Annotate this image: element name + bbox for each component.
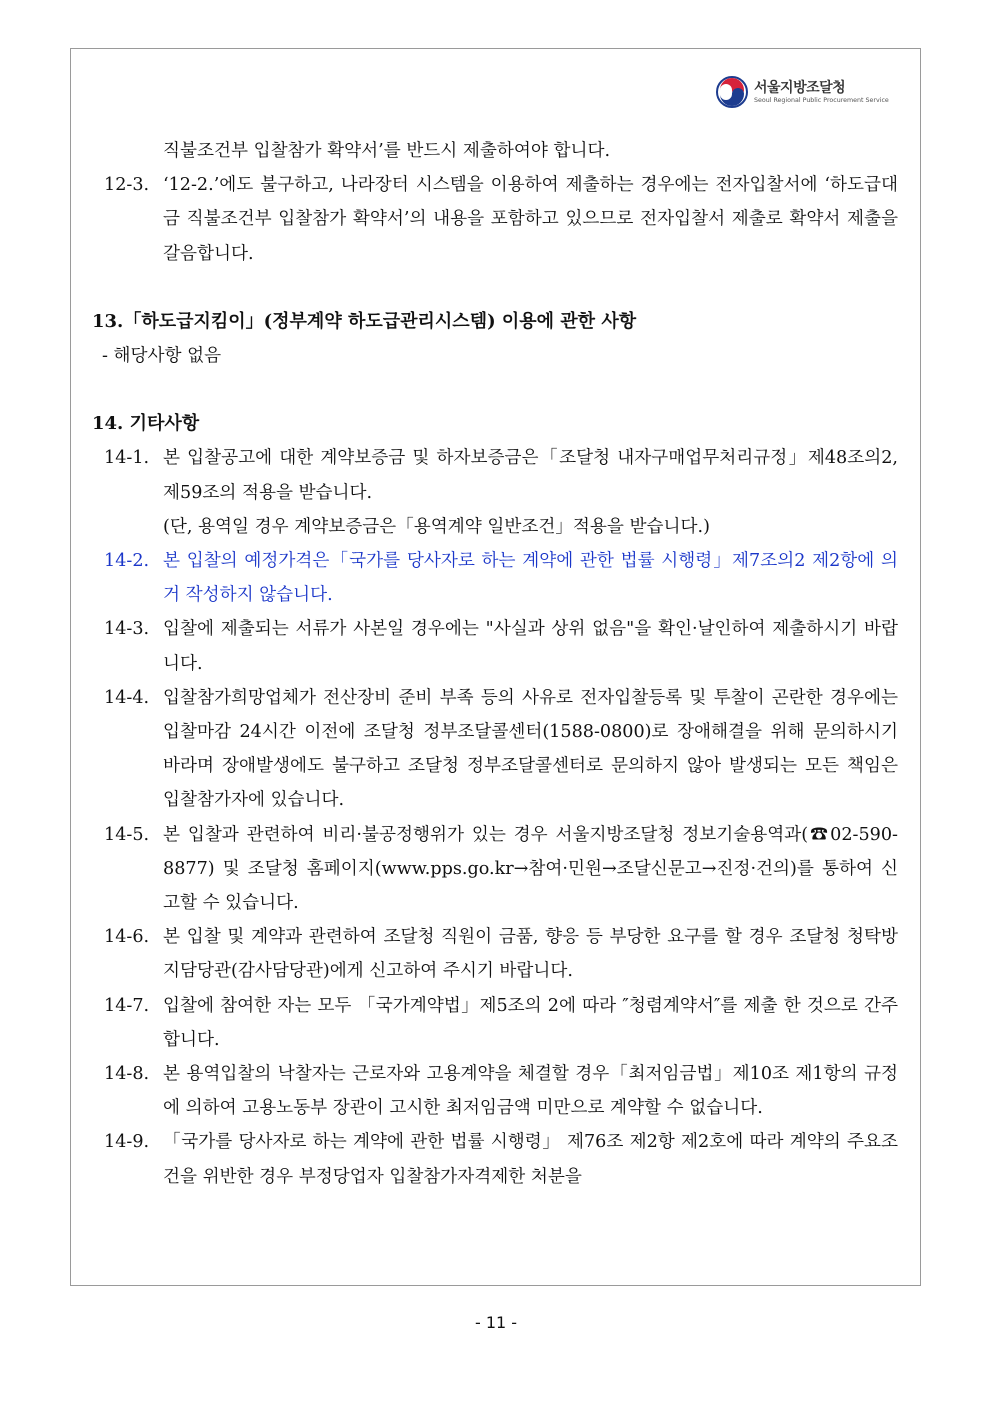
item-14-2 <box>88 544 898 612</box>
item-number: 14-4. <box>104 687 150 708</box>
item-text: 입찰에 참여한 자는 모두 「국가계약법」제5조의 2에 따라 ″청렴계약서″를 제출 한 것으로 간주합니다. <box>163 995 898 1050</box>
item-14-3 <box>88 612 898 680</box>
item-text: ‘12-2.’에도 불구하고, 나라장터 시스템을 이용하여 제출하는 경우에는 전자입찰서에 ‘하도급대금 직불조건부 입찰참가 확약서’의 내용을 포함하고 있으므로 전자입찰서 제출로 확약서 제출을 갈음합니다. <box>163 175 898 264</box>
item-14-6 <box>88 920 898 988</box>
org-name-en: Seoul Regional Public Procurement Service <box>754 97 889 104</box>
item-number: 12-3. <box>104 175 150 196</box>
item-number: 14-6. <box>104 927 150 948</box>
item-number: 14-1. <box>104 448 150 469</box>
item-number: 14-7. <box>104 995 150 1016</box>
item-number: 14-3. <box>104 619 150 640</box>
item-text: 입찰에 제출되는 서류가 사본일 경우에는 "사실과 상위 없음"을 확인·날인하여 제출하시기 바랍니다. <box>163 619 898 674</box>
item-number: 14-9. <box>104 1132 150 1153</box>
item-text: 본 입찰 및 계약과 관련하여 조달청 직원이 금품, 향응 등 부당한 요구를 할 경우 조달청 청탁방지담당관(감사담당관)에게 신고하여 주시기 바랍니다. <box>163 927 898 982</box>
item-14-7 <box>88 989 898 1057</box>
item-14-1-note <box>88 510 898 544</box>
item-14-8 <box>88 1057 898 1125</box>
item-text: 본 입찰공고에 대한 계약보증금 및 하자보증금은「조달청 내자구매업무처리규정」제48조의2, 제59조의 적용을 받습니다. <box>163 448 898 503</box>
item-text: 본 용역입찰의 낙찰자는 근로자와 고용계약을 체결할 경우「최저임금법」제10조 제1항의 규정에 의하여 고용노동부 장관이 고시한 최저임금액 미만으로 계약할 수 없습니다. <box>163 1064 898 1119</box>
item-text: 「국가를 당사자로 하는 계약에 관한 법률 시행령」 제76조 제2항 제2호에 따라 계약의 주요조건을 위반한 경우 부정당업자 입찰참가자격제한 처분을 <box>163 1132 898 1187</box>
taegeuk-emblem-icon <box>716 76 748 108</box>
org-name-kr: 서울지방조달청 <box>754 80 846 96</box>
item-number: 14-2. <box>104 551 150 572</box>
item-text: 본 입찰과 관련하여 비리·불공정행위가 있는 경우 서울지방조달청 정보기술용역과(☎02-590-8877) 및 조달청 홈페이지(www.pps.go.kr→참여·민원→조달신문고→진정·건의)를 통하여 신고할 수 있습니다. <box>163 824 898 914</box>
item-text: 본 입찰의 예정가격은「국가를 당사자로 하는 계약에 관한 법률 시행령」제7조의2 제2항에 의거 작성하지 않습니다. <box>163 551 898 606</box>
document-body <box>88 134 898 1194</box>
item-12-3 <box>88 168 898 271</box>
item-12-2-continuation: 직불조건부 입찰참가 확약서’를 반드시 제출하여야 합니다. <box>163 141 611 161</box>
item-14-4 <box>88 681 898 818</box>
page-number: - 11 - <box>474 1313 518 1332</box>
item-14-9 <box>88 1125 898 1193</box>
section-13-text: - 해당사항 없음 <box>102 346 222 367</box>
item-14-5 <box>88 818 898 921</box>
section-14-heading: 14. 기타사항 <box>92 413 200 435</box>
item-text: (단, 용역일 경우 계약보증금은「용역계약 일반조건」적용을 받습니다.) <box>163 516 710 537</box>
org-logo <box>716 74 896 114</box>
item-number: 14-8. <box>104 1064 150 1085</box>
item-text: 입찰참가희망업체가 전산장비 준비 부족 등의 사유로 전자입찰등록 및 투찰이 곤란한 경우에는 입찰마감 24시간 이전에 조달청 정부조달콜센터(1588-0800)로 장애해결을 위해 문의하시기 바라며 장애발생에도 불구하고 조달청 정부조달콜센터로 문의하지 않아 발생되는 모든 책임은 입찰참가자에 있습니다. <box>163 687 898 811</box>
item-number: 14-5. <box>104 824 150 845</box>
section-13-heading: 13.「하도급지킴이」(정부계약 하도급관리시스템) 이용에 관한 사항 <box>92 310 637 332</box>
item-14-1 <box>88 441 898 509</box>
